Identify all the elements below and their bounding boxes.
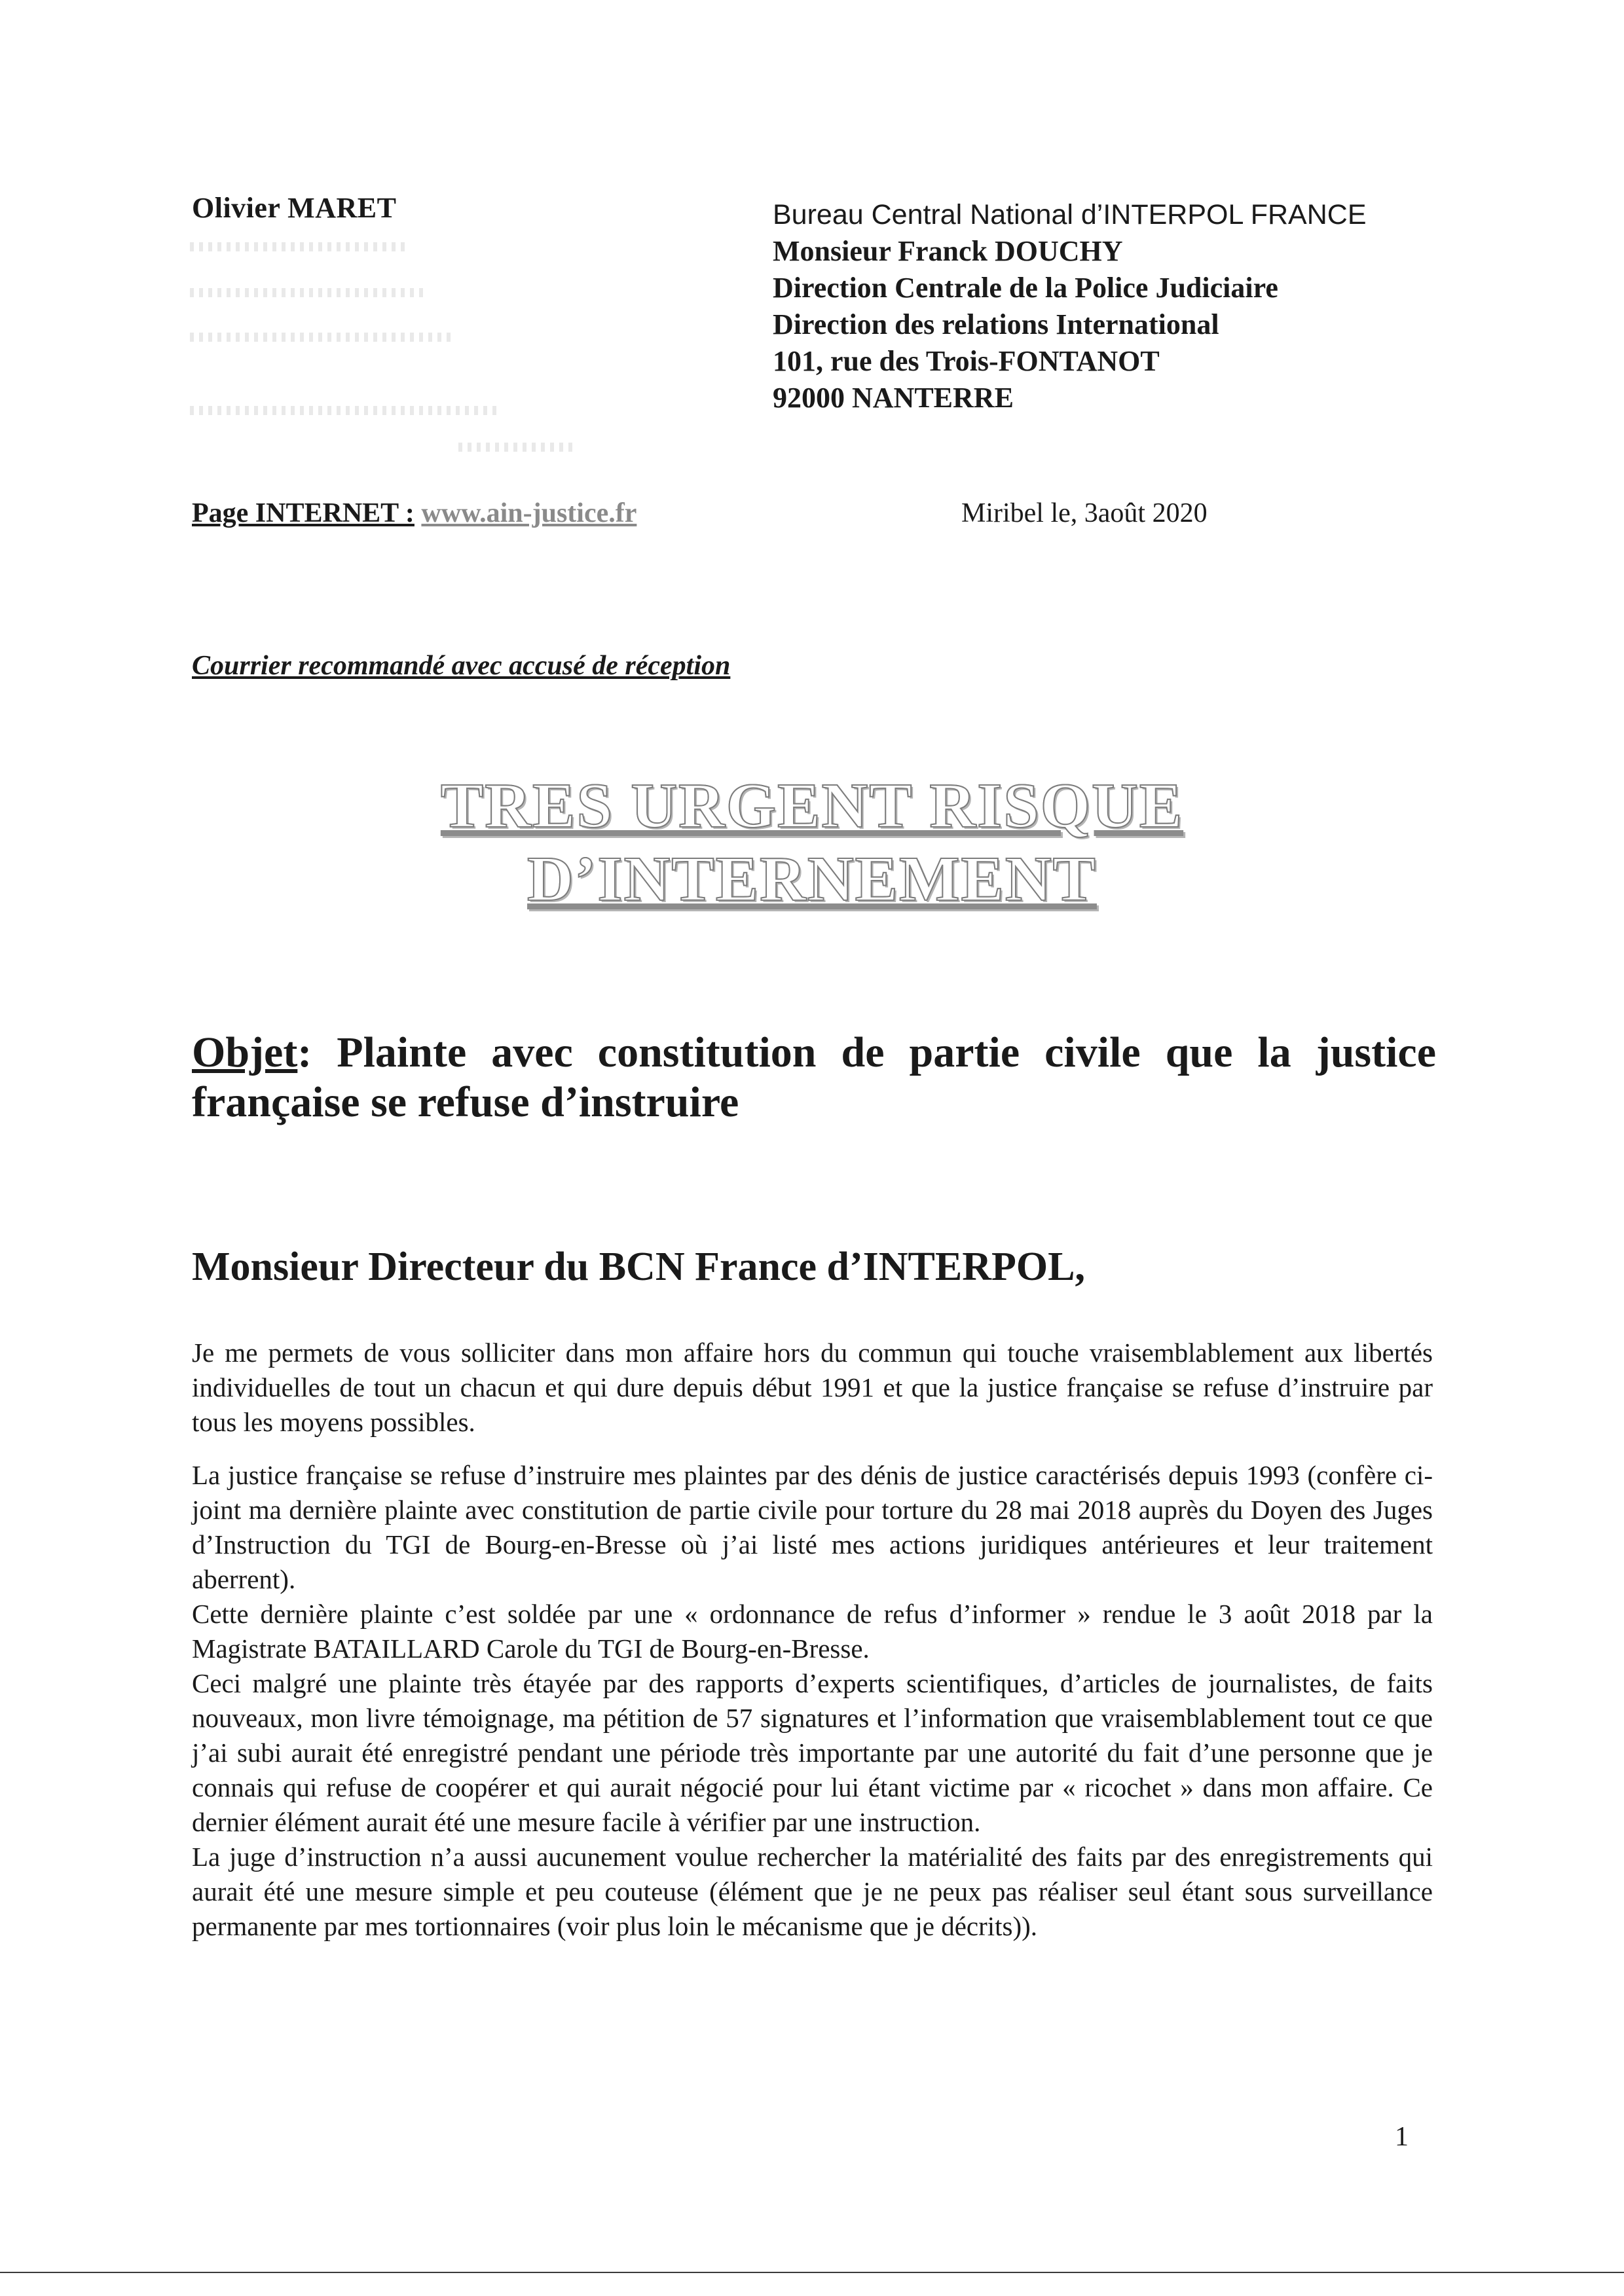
sender-name: Olivier MARET [192,192,397,224]
body-paragraph: Cette dernière plainte c’est soldée par une « ordonnance de refus d’informer » rendue le 3 août 2018 par la Magistrate BATAILLARD Carole du TGI de Bourg-en-Bresse. [192,1599,1433,1664]
redacted-address-line-3 [190,333,452,342]
recipient-bureau: Bureau Central National d’INTERPOL FRANCE [773,199,1367,230]
redacted-address-line-1 [190,242,406,251]
urgent-banner [288,769,1336,916]
website-label: Page INTERNET : [192,498,415,528]
body-paragraph: La justice française se refuse d’instruire mes plaintes par des dénis de justice caractérisés depuis 1993 (confère ci-joint ma dernière plainte avec constitution de partie civile pour torture du 28 mai 2018 auprès du Doyen des Juges d’Instruction du TGI de Bourg-en-Bresse où j’ai listé mes actions juridiques antérieures et leur traitement aberrent). [192,1460,1433,1594]
recipient-department: Direction des relations International [773,308,1219,340]
body-paragraph: Je me permets de vous solliciter dans mon affaire hors du commun qui touche vraisemblablement aux libertés individuelles de tout un chacun et qui dure depuis début 1991 et que la justice française se refuse d’instruire par tous les moyens possibles. [192,1338,1433,1437]
body-paragraph: Ceci malgré une plainte très étayée par des rapports d’experts scientifiques, d’articles de journalistes, de faits nouveaux, mon livre témoignage, ma pétition de 57 signatures et l’information que vraisemblablement tout ce que j’ai subi aurait été enregistré pendant une période très importante par une autorité du fait d’une personne que je connais qui refuse de coopérer et qui aurait négocié pour lui étant victime par « ricochet » dans mon affaire. Ce dernier élément aurait été une mesure facile à vérifier par une instruction. [192,1668,1433,1837]
salutation: Monsieur Directeur du BCN France d’INTERPOL, [192,1245,1085,1289]
recipient-person: Monsieur Franck DOUCHY [773,235,1123,267]
redacted-address-line-5 [458,443,576,452]
subject-text: : Plainte avec constitution de partie civile que la justice française se refuse d’instruire [192,1029,1436,1126]
subject [192,1028,1436,1127]
subject-label: Objet [192,1029,298,1076]
redacted-address-line-4 [190,406,498,415]
recipient-address [773,196,1559,416]
recipient-street: 101, rue des Trois-FONTANOT [773,345,1160,377]
website-link[interactable]: www.ain-justice.fr [421,498,637,528]
page-number: 1 [1395,2122,1409,2152]
letter-date: Miribel le, 3août 2020 [961,498,1208,528]
urgent-banner-line-2: D’INTERNEMENT [527,844,1097,915]
recipient-city: 92000 NANTERRE [773,382,1014,414]
page-bottom-rule [0,2272,1624,2273]
urgent-banner-line-1: TRES URGENT RISQUE [440,771,1184,841]
recipient-direction: Direction Centrale de la Police Judiciaire [773,272,1278,304]
redacted-address-line-2 [190,288,426,297]
letter-body [192,1336,1433,1944]
body-paragraph: La juge d’instruction n’a aussi aucunement voulue rechercher la matérialité des faits par des enregistrements qui aurait été une mesure simple et peu couteuse (élément que je ne peux pas réaliser seul étant sous surveillance permanente par mes tortionnaires (voir plus loin le mécanisme que je décrits)). [192,1842,1433,1941]
mail-type: Courrier recommandé avec accusé de réception [192,651,731,681]
website-line [192,498,637,529]
